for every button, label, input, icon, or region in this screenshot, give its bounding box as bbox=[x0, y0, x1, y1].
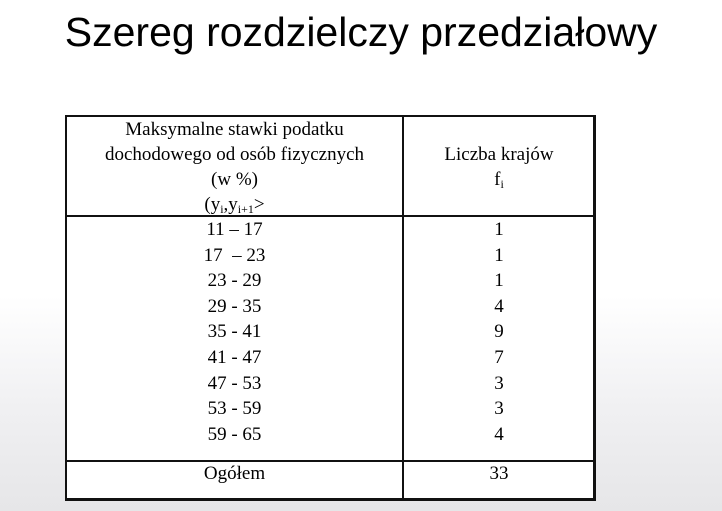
table-row-interval: 53 - 59 bbox=[207, 398, 262, 420]
interval-open: (y bbox=[204, 194, 221, 215]
header-count-symbol bbox=[404, 167, 594, 197]
table-row-interval: 23 - 29 bbox=[207, 270, 262, 292]
subscript-i: i bbox=[500, 177, 504, 191]
table-row-interval: 29 - 35 bbox=[207, 295, 262, 317]
table-row-interval: 59 - 65 bbox=[207, 423, 262, 445]
header-count-column bbox=[404, 142, 594, 197]
total-value: 33 bbox=[489, 463, 509, 484]
subscript-i: i bbox=[220, 202, 224, 216]
table-row-count: 3 bbox=[494, 372, 504, 394]
header-interval-line3: (w %) bbox=[211, 169, 258, 190]
table-row-count: 1 bbox=[494, 244, 504, 266]
table-row-count: 7 bbox=[494, 346, 504, 368]
symbol-f: f bbox=[494, 169, 501, 190]
table-row-interval: 41 - 47 bbox=[207, 346, 262, 368]
table-row-interval: 47 - 53 bbox=[207, 372, 262, 394]
table-row-interval: 11 – 17 bbox=[206, 219, 263, 240]
table-row-count: 1 bbox=[494, 219, 504, 240]
table-row-count: 4 bbox=[494, 423, 504, 445]
table-row-count: 9 bbox=[494, 321, 504, 343]
interval-column-values bbox=[67, 217, 402, 447]
table-row-interval: 35 - 41 bbox=[207, 321, 262, 343]
total-label: Ogółem bbox=[203, 463, 266, 484]
table-row-count: 3 bbox=[494, 398, 504, 420]
table-row-count: 4 bbox=[494, 295, 504, 317]
interval-close: > bbox=[253, 194, 265, 215]
subscript-i-plus-1: i+1 bbox=[237, 202, 254, 216]
interval-comma-y: ,y bbox=[223, 194, 238, 215]
table-row-count: 1 bbox=[494, 270, 504, 292]
header-interval-line2: dochodowego od osób fizycznych bbox=[104, 144, 365, 165]
count-column-values bbox=[404, 217, 594, 447]
slide-title: Szereg rozdzielczy przedziałowy bbox=[64, 9, 658, 55]
table-row-interval: 17 – 23 bbox=[203, 244, 266, 266]
header-count-line1: Liczba krajów bbox=[444, 144, 554, 165]
header-interval-column bbox=[67, 117, 402, 222]
header-interval-line1: Maksymalne stawki podatku bbox=[125, 119, 344, 140]
